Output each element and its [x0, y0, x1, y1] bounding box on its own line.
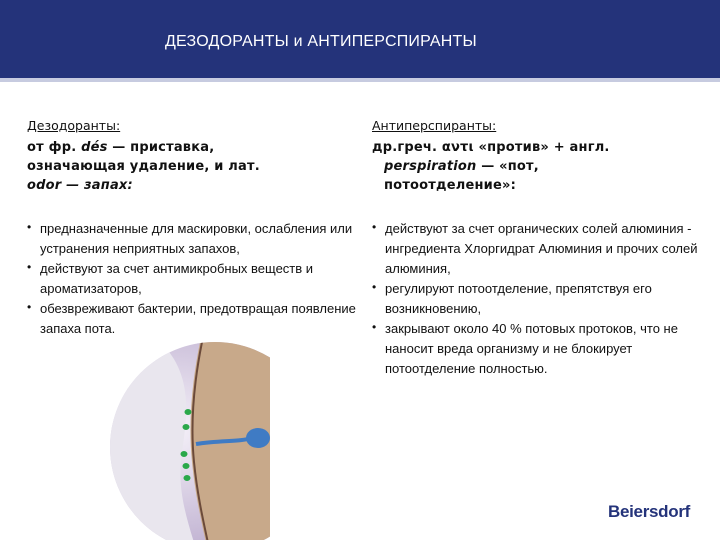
title-bar: [0, 0, 720, 82]
particle-icon: [184, 475, 191, 481]
particle-icon: [183, 424, 190, 430]
deodorants-heading: Дезодоранты:: [27, 118, 121, 133]
etymology-suffix: — приставка,: [107, 140, 215, 155]
skin-cross-section-illustration: [100, 342, 270, 540]
etymology-prefix: от фр.: [27, 140, 82, 155]
skin-diagram-svg: [100, 342, 270, 540]
etymology-line-2: означающая удаление, и лат.: [27, 159, 260, 174]
etymology-line-1: [27, 138, 357, 157]
list-item: • регулируют потоотделение, препятствуя его возникновению,: [372, 279, 702, 319]
deodorants-column: [27, 117, 357, 339]
list-item: • предназначенные для маскировки, ослабления или устранения неприятных запахов,: [27, 219, 357, 259]
list-item: • обезвреживают бактерии, предотвращая появление запаха пота.: [27, 299, 357, 339]
etymology-line-3: потоотделение»:: [384, 178, 517, 193]
antiperspirants-heading: Антиперспиранты:: [372, 118, 497, 133]
particle-icon: [181, 451, 188, 457]
page-title: ДЕЗОДОРАНТЫ и АНТИПЕРСПИРАНТЫ: [165, 33, 477, 50]
sweat-gland-icon: [246, 428, 270, 448]
etymology-line-2: [372, 157, 702, 176]
list-item: • действуют за счет органических солей алюминия - ингредиента Хлоргидрат Алюминия и прочих солей алюминия,: [372, 219, 702, 279]
antiperspirants-column: [372, 117, 702, 379]
etymology-line-3: [27, 176, 357, 195]
etymology-latin: odor — запах:: [27, 178, 133, 193]
particle-icon: [183, 463, 190, 469]
list-item: • действуют за счет антимикробных веществ и ароматизаторов,: [27, 259, 357, 299]
particle-icon: [185, 409, 192, 415]
etymology-root-word: dés: [81, 140, 108, 155]
deodorants-etymology: [27, 138, 357, 195]
list-item: • закрывают около 40 % потовых протоков, что не наносит вреда организму и не блокирует потоотделение полностью.: [372, 319, 702, 379]
antiperspirants-bullets: [372, 219, 702, 379]
etymology-line-1: др.греч. αντι «против» + англ.: [372, 140, 610, 155]
etymology-translation: — «пот,: [476, 159, 539, 174]
antiperspirants-etymology: [372, 138, 702, 195]
deodorants-bullets: [27, 219, 357, 339]
etymology-english-word: perspiration: [384, 159, 477, 174]
beiersdorf-logo: Beiersdorf: [608, 502, 691, 521]
